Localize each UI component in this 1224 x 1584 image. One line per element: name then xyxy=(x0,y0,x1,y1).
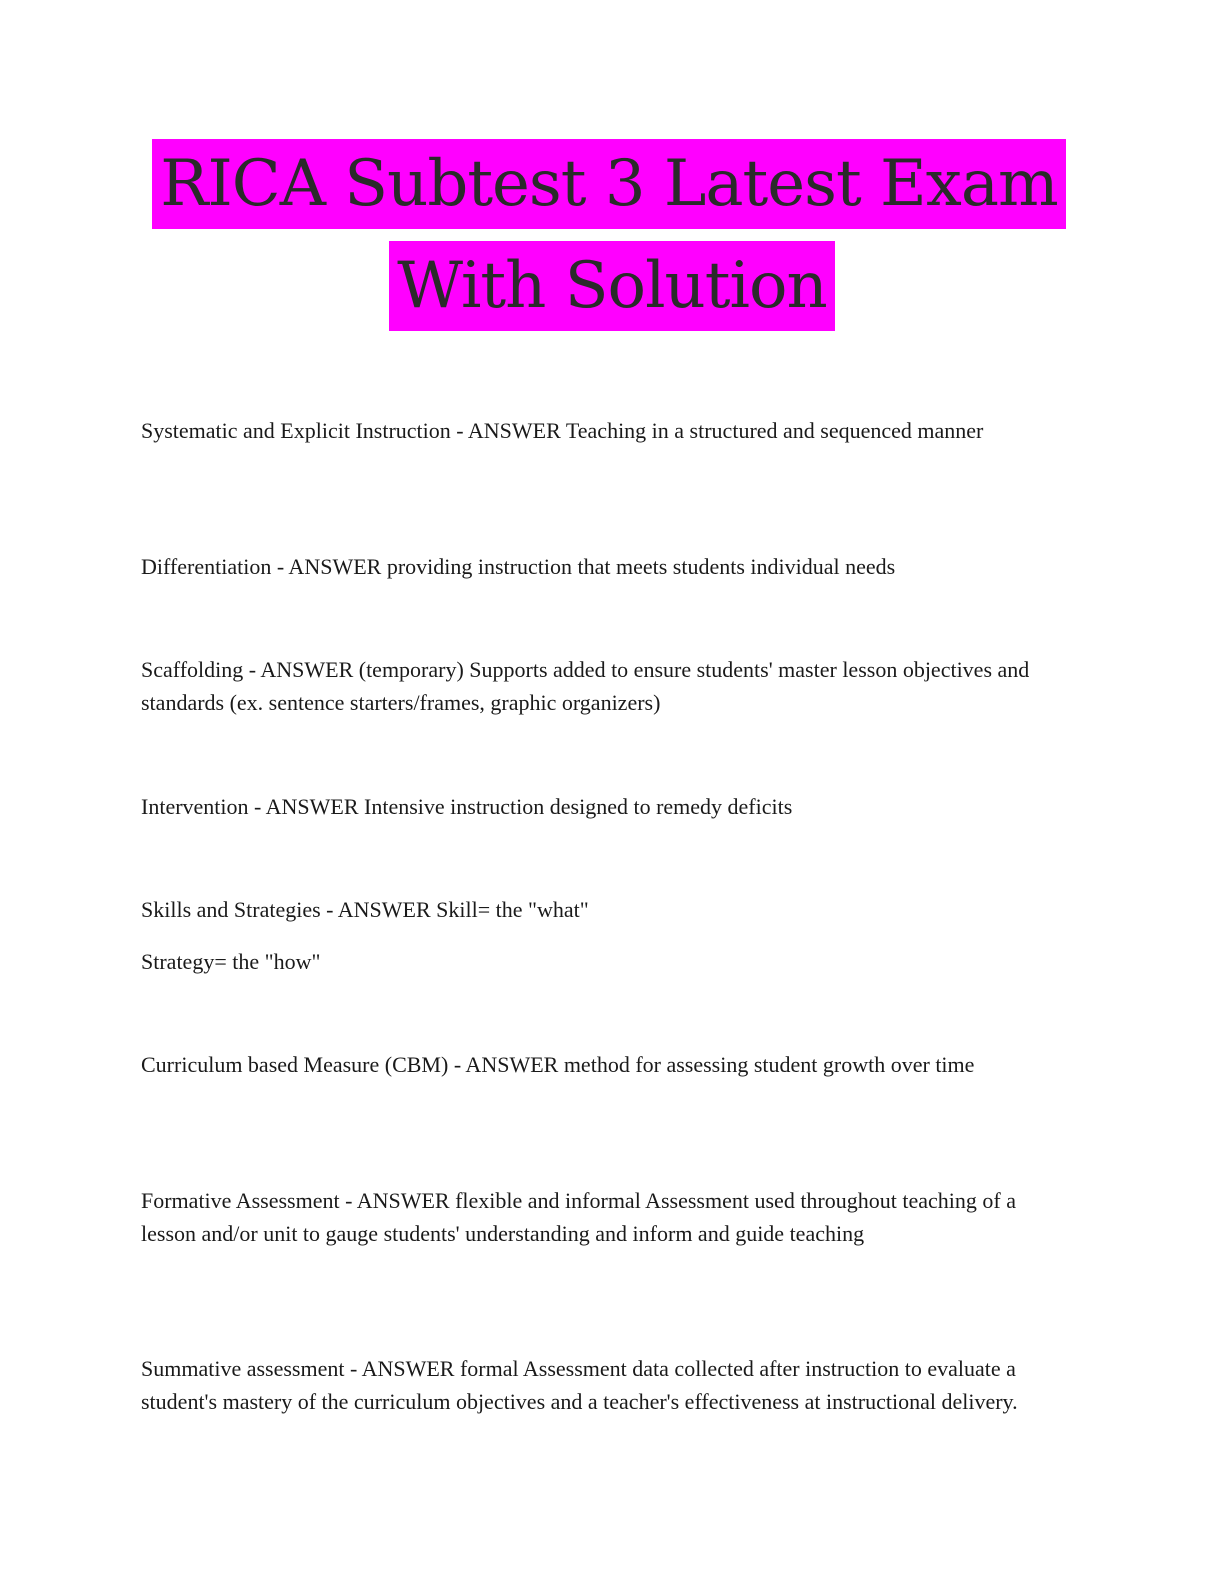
document-title xyxy=(0,139,1224,331)
qa-entry: Summative assessment - ANSWER formal Assessment data collected after instruction to evaluate a student's mastery of the curriculum objectives and a teacher's effectiveness at instructional delivery. xyxy=(141,1356,1018,1414)
qa-entry: Intervention - ANSWER Intensive instruction designed to remedy deficits xyxy=(141,794,793,819)
qa-entry: Differentiation - ANSWER providing instruction that meets students individual needs xyxy=(141,554,896,579)
qa-entry: Skills and Strategies - ANSWER Skill= the "what" xyxy=(141,897,589,922)
qa-entry: Scaffolding - ANSWER (temporary) Supports added to ensure students' master lesson objectives and standards (ex. sentence starters/frames, graphic organizers) xyxy=(141,657,1030,715)
qa-entry: Curriculum based Measure (CBM) - ANSWER method for assessing student growth over time xyxy=(141,1052,975,1077)
qa-entry-continuation: Strategy= the "how" xyxy=(141,949,321,974)
qa-entry: Systematic and Explicit Instruction - ANSWER Teaching in a structured and sequenced manner xyxy=(141,418,984,443)
title-line-1: RICA Subtest 3 Latest Exam xyxy=(152,139,1065,229)
qa-entry: Formative Assessment - ANSWER flexible and informal Assessment used throughout teaching of a lesson and/or unit to gauge students' understanding and inform and guide teaching xyxy=(141,1188,1016,1246)
title-line-2: With Solution xyxy=(389,241,834,331)
